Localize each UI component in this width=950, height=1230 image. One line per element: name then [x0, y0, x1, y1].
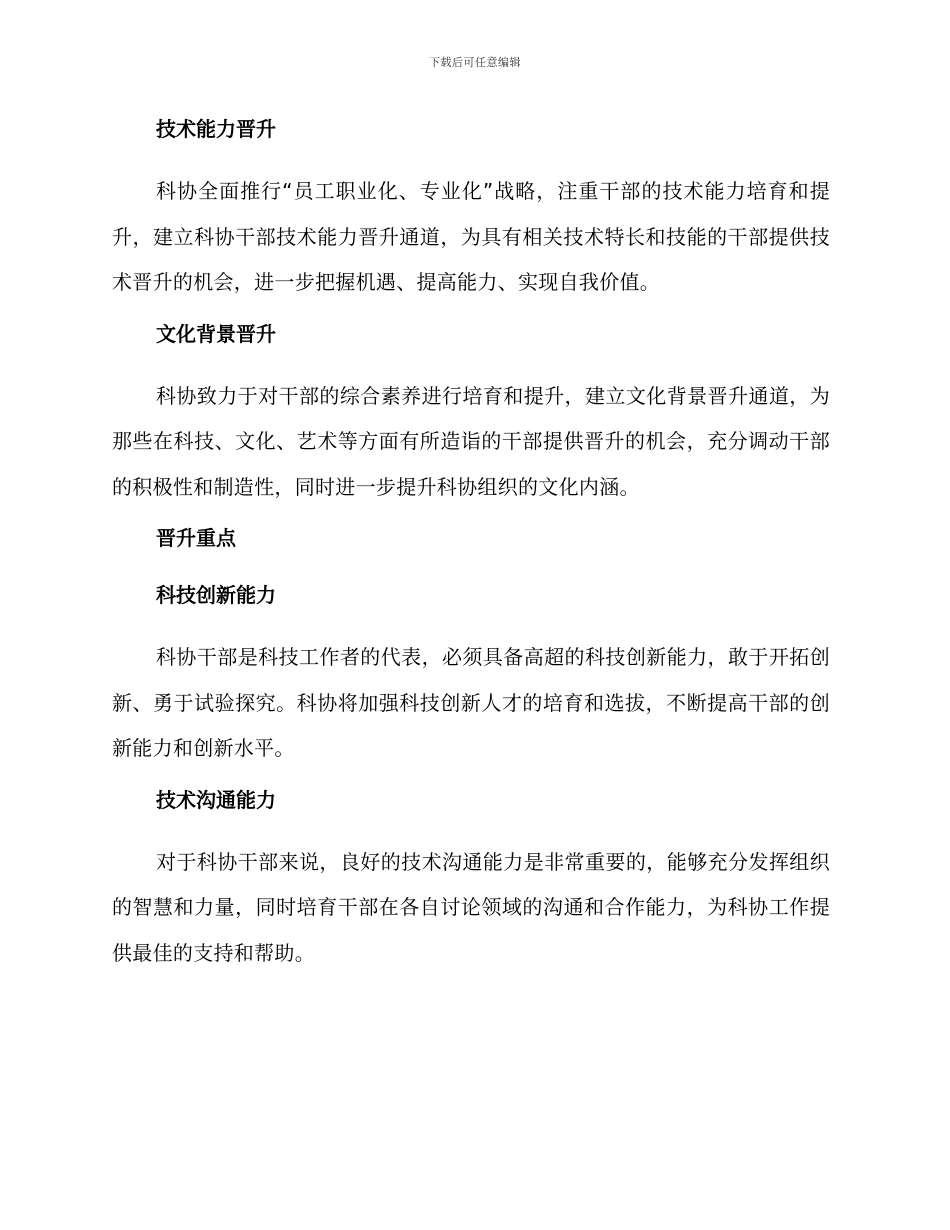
section-paragraph-tech-ability: 科协全面推行“员工职业化、专业化”战略，注重干部的技术能力培育和提升，建立科协干部技术能力晋升通道，为具有相关技术特长和技能的干部提供技术晋升的机会，进一步把握机遇、提高能力、实现自我价值。	[112, 179, 830, 294]
header-note: 下载后可任意编辑	[429, 56, 521, 69]
section-paragraph-innovation: 科协干部是科技工作者的代表，必须具备高超的科技创新能力，敢于开拓创新、勇于试验探究。科协将加强科技创新人才的培育和选拔，不断提高干部的创新能力和创新水平。	[112, 645, 830, 760]
document-body	[112, 112, 830, 987]
section-heading-communication: 技术沟通能力	[156, 787, 276, 812]
section-paragraph-communication: 对于科协干部来说，良好的技术沟通能力是非常重要的，能够充分发挥组织的智慧和力量，同时培育干部在各自讨论领域的沟通和合作能力，为科协工作提供最佳的支持和帮助。	[112, 849, 830, 965]
section-heading-culture-background: 文化背景晋升	[156, 321, 276, 346]
section-paragraph-culture-background: 科协致力于对干部的综合素养进行培育和提升，建立文化背景晋升通道，为那些在科技、文化、艺术等方面有所造诣的干部提供晋升的机会，充分调动干部的积极性和制造性，同时进一步提升科协组织的文化内涵。	[112, 383, 830, 499]
section-heading-tech-ability: 技术能力晋升	[156, 117, 276, 141]
section-heading-promotion-focus: 晋升重点	[156, 526, 236, 550]
section-heading-innovation: 科技创新能力	[156, 583, 276, 607]
